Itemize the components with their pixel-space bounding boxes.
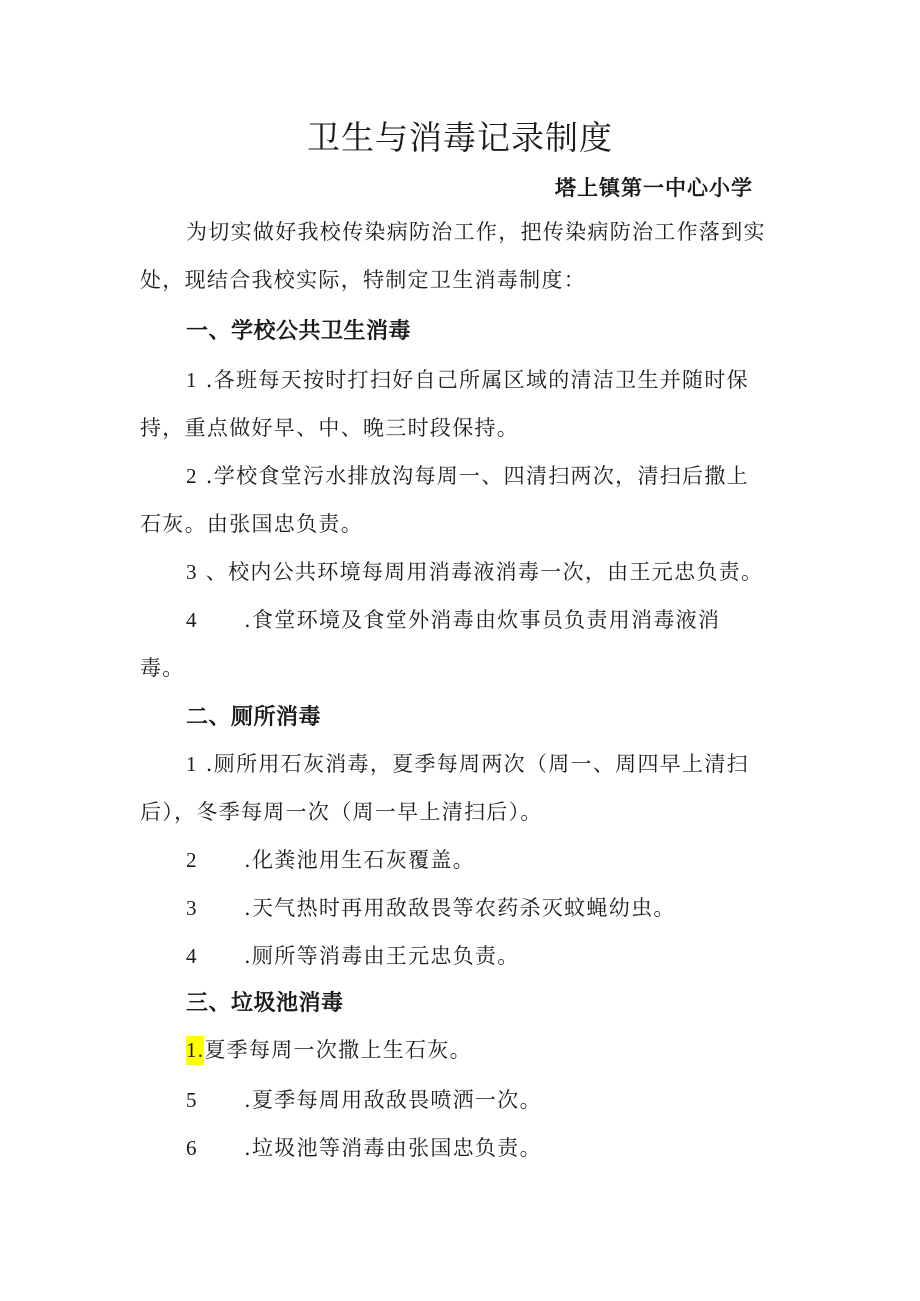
item-number: 2 (186, 848, 198, 872)
list-item-3-1 (186, 1034, 472, 1065)
item-number: 6 (186, 1136, 198, 1160)
section-heading-public-hygiene: 一、学校公共卫生消毒 (186, 319, 412, 344)
list-item-1-1 (186, 364, 749, 394)
list-item-2-2 (186, 844, 475, 874)
item-text: .厕所等消毒由王元忠负责。 (244, 944, 520, 968)
item-text: .学校食堂污水排放沟每周一、四清扫两次，清扫后撒上 (197, 464, 749, 488)
item-number: 4 (186, 608, 198, 632)
list-item-1-1-continued: 持，重点做好早、中、晚三时段保持。 (140, 416, 520, 440)
item-text: .化粪池用生石灰覆盖。 (244, 848, 475, 872)
list-item-2-3 (186, 892, 676, 922)
document-author: 塔上镇第一中心小学 (555, 176, 753, 200)
section-heading-toilet: 二、厕所消毒 (186, 705, 322, 730)
item-text: 夏季每周一次撒上生石灰。 (204, 1038, 472, 1062)
item-text: 、校内公共环境每周用消毒液消毒一次，由王元忠负责。 (197, 560, 764, 584)
item-number: 4 (186, 944, 198, 968)
intro-paragraph: 为切实做好我校传染病防治工作，把传染病防治工作落到实处，现结合我校实际，特制定卫生消毒制度： (140, 220, 766, 292)
item-number: 2 (186, 464, 198, 488)
document-title: 卫生与消毒记录制度 (307, 118, 613, 157)
item-text: .垃圾池等消毒由张国忠负责。 (244, 1136, 542, 1160)
list-item-1-3 (186, 556, 763, 586)
item-text: .食堂环境及食堂外消毒由炊事员负责用消毒液消 (244, 608, 721, 632)
item-text: .天气热时再用敌敌畏等农药杀灭蚊蝇幼虫。 (244, 896, 676, 920)
item-number: 3 (186, 896, 198, 920)
list-item-2-1-continued: 后），冬季每周一次（周一早上清扫后）。 (140, 800, 543, 824)
list-item-2-4 (186, 940, 520, 970)
item-number: 5 (186, 1088, 198, 1112)
item-number: 1 (186, 368, 198, 392)
item-text: .各班每天按时打扫好自己所属区域的清洁卫生并随时保 (197, 368, 749, 392)
item-text: .夏季每周用敌敌畏喷洒一次。 (244, 1088, 542, 1112)
item-text: .厕所用石灰消毒，夏季每周两次（周一、周四早上清扫 (197, 752, 749, 776)
item-number: 1 (186, 752, 198, 776)
list-item-3-2 (186, 1084, 542, 1114)
item-number-highlighted: 1. (186, 1036, 204, 1065)
list-item-1-2-continued: 石灰。由张国忠负责。 (140, 512, 363, 536)
list-item-1-4-continued: 毒。 (140, 656, 185, 680)
section-heading-garbage-pool: 三、垃圾池消毒 (186, 991, 344, 1016)
list-item-3-3 (186, 1132, 542, 1162)
list-item-1-4 (186, 604, 720, 634)
list-item-1-2 (186, 460, 749, 490)
list-item-2-1 (186, 748, 749, 778)
item-number: 3 (186, 560, 198, 584)
